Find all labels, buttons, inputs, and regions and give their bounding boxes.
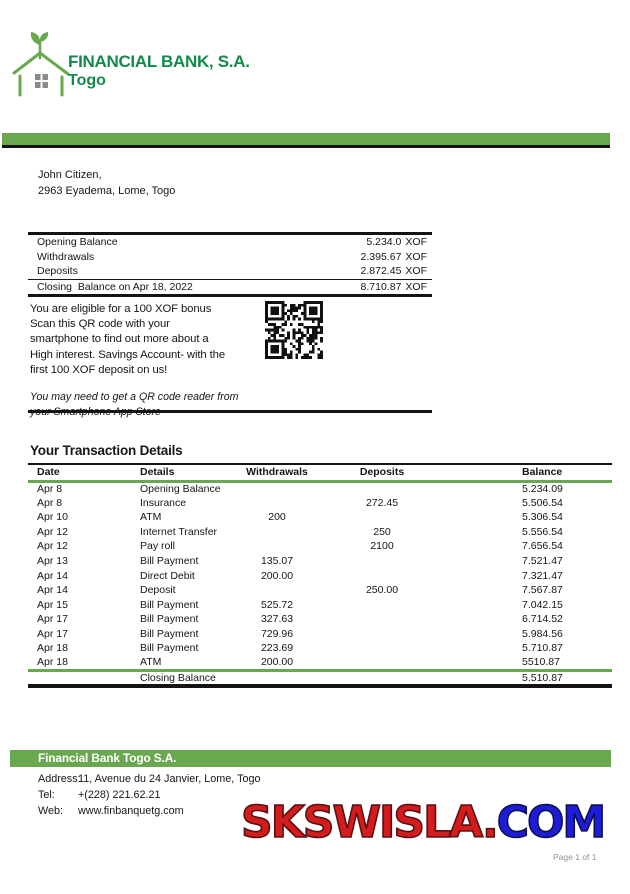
cell-withdrawal: 327.63 <box>260 613 294 626</box>
cell-date: Apr 10 <box>37 511 68 524</box>
footer-green-bar <box>10 750 611 767</box>
cell-date: Apr 14 <box>37 584 68 597</box>
qr-promo-block <box>28 299 432 418</box>
table-row <box>28 481 612 496</box>
cell-details: Bill Payment <box>140 642 199 655</box>
recipient-address-block <box>38 168 175 199</box>
footer-address-line <box>38 771 261 787</box>
summary-currency: XOF <box>405 236 427 249</box>
cell-date: Apr 14 <box>37 569 68 582</box>
cell-date: Apr 8 <box>37 496 63 509</box>
footer-web-line <box>38 803 261 819</box>
cell-deposit <box>332 626 432 641</box>
footer-bank-name: Financial Bank Togo S.A. <box>38 751 177 765</box>
cell-deposit <box>332 481 432 496</box>
cell-balance: 5.556.54 <box>522 525 563 538</box>
cell-date: Apr 12 <box>37 525 68 538</box>
summary-amount: 2.395.67 <box>360 250 402 263</box>
bank-name: FINANCIAL BANK, S.A. <box>68 52 250 71</box>
cell-details: Bill Payment <box>140 627 199 640</box>
cell-withdrawal <box>222 525 332 540</box>
cell-date: Apr 17 <box>37 627 68 640</box>
cell-withdrawal <box>222 539 332 554</box>
summary-row-withdrawals <box>28 250 432 265</box>
cell-withdrawal <box>222 583 332 598</box>
footer-tel-line <box>38 787 261 803</box>
table-header-row <box>28 464 612 481</box>
cell-details: Bill Payment <box>140 598 199 611</box>
closing-balance-value: 5.510.87 <box>432 670 612 686</box>
cell-deposit: 250.00 <box>365 584 399 597</box>
closing-balance-row <box>28 670 612 686</box>
promo-text <box>30 302 432 378</box>
summary-amount: 5.234.0 <box>366 236 402 249</box>
cell-balance: 7.656.54 <box>522 540 563 553</box>
table-row <box>28 539 612 554</box>
cell-balance: 7.567.87 <box>522 584 563 597</box>
cell-balance: 6.714.52 <box>522 613 563 626</box>
summary-row-closing <box>28 279 432 295</box>
cell-balance: 5.506.54 <box>522 496 563 509</box>
bank-region: Togo <box>68 71 106 89</box>
cell-date: Apr 13 <box>37 555 68 567</box>
cell-deposit <box>332 568 432 583</box>
summary-amount: 2.872.45 <box>360 265 402 278</box>
header-deposits: Deposits <box>332 464 432 481</box>
table-row <box>28 554 612 569</box>
summary-currency: XOF <box>405 281 427 294</box>
summary-label: Closing Balance on Apr 18, 2022 <box>37 281 193 294</box>
cell-deposit <box>332 641 432 656</box>
cell-deposit <box>332 597 432 612</box>
cell-date: Apr 15 <box>37 598 68 611</box>
summary-row-deposits <box>28 264 432 279</box>
cell-withdrawal: 200 <box>268 511 286 524</box>
table-row <box>28 656 612 671</box>
header-details: Details <box>112 464 222 481</box>
cell-details: Bill Payment <box>140 613 199 626</box>
summary-currency: XOF <box>405 265 427 278</box>
cell-deposit <box>332 612 432 627</box>
recipient-address: 2963 Eyadema, Lome, Togo <box>38 184 176 197</box>
cell-date: Apr 17 <box>37 613 68 626</box>
cell-balance: 5.710.87 <box>522 642 563 655</box>
recipient-name: John Citizen, <box>38 169 102 181</box>
table-row <box>28 641 612 656</box>
cell-details: Direct Debit <box>140 569 195 582</box>
cell-details: Deposit <box>140 584 176 597</box>
transactions-title: Your Transaction Details <box>30 443 183 458</box>
cell-balance: 5.234.09 <box>522 483 563 496</box>
promo-line: smartphone to find out more about a <box>30 333 209 346</box>
table-row <box>28 496 612 511</box>
cell-balance: 5.984.56 <box>522 627 563 640</box>
address-value: 11, Avenue du 24 Janvier, Lome, Togo <box>78 773 261 785</box>
cell-deposit: 250 <box>373 525 391 538</box>
table-row <box>28 568 612 583</box>
header-date: Date <box>28 464 112 481</box>
web-value: www.finbanquetg.com <box>78 805 184 818</box>
table-row <box>28 612 612 627</box>
address-label: Address: <box>38 773 81 785</box>
bank-house-logo-icon <box>10 28 72 98</box>
summary-label: Deposits <box>37 265 78 278</box>
cell-deposit <box>332 510 432 525</box>
summary-label: Opening Balance <box>37 236 118 249</box>
promo-note-line: your Smartphone App Store <box>30 405 161 418</box>
cell-details: Bill Payment <box>140 555 199 567</box>
promo-line: High interest. Savings Account- with the <box>30 348 226 361</box>
cell-withdrawal <box>222 496 332 511</box>
cell-balance: 7.042.15 <box>522 598 563 611</box>
cell-deposit: 272.45 <box>365 496 399 509</box>
summary-currency: XOF <box>405 250 427 263</box>
table-row <box>28 525 612 540</box>
site-watermark <box>241 797 604 848</box>
cell-details: Insurance <box>140 496 187 509</box>
brand-block <box>68 53 250 90</box>
cell-balance: 7.521.47 <box>522 555 563 567</box>
cell-date: Apr 18 <box>37 656 68 669</box>
header-green-bar <box>2 133 610 148</box>
cell-date: Apr 8 <box>37 483 63 496</box>
cell-withdrawal: 200.00 <box>260 569 294 582</box>
cell-date: Apr 18 <box>37 642 68 655</box>
header-balance: Balance <box>432 464 612 481</box>
balance-summary-table <box>28 232 432 297</box>
promo-line: Scan this QR code with your <box>30 318 170 331</box>
promo-line: You are eligible for a 100 XOF bonus <box>30 303 212 315</box>
cell-withdrawal: 200.00 <box>260 656 294 669</box>
table-row <box>28 626 612 641</box>
cell-details: ATM <box>140 656 162 669</box>
cell-details: Internet Transfer <box>140 525 218 538</box>
cell-details: Pay roll <box>140 540 176 553</box>
cell-withdrawal: 135.07 <box>260 555 294 567</box>
qr-code-icon <box>265 301 323 359</box>
cell-withdrawal: 729.96 <box>260 627 294 640</box>
cell-details: ATM <box>140 511 162 524</box>
cell-balance: 7.321.47 <box>522 569 563 582</box>
cell-withdrawal: 223.69 <box>260 642 294 655</box>
web-label: Web: <box>38 805 64 818</box>
watermark-blue-part: COM <box>496 797 605 848</box>
page-number: Page 1 of 1 <box>553 852 597 862</box>
promo-note-italic <box>30 390 432 419</box>
watermark-red-part: SKSWISLA. <box>241 797 497 848</box>
summary-label: Withdrawals <box>37 250 95 263</box>
cell-balance: 5.306.54 <box>522 511 563 524</box>
cell-details: Opening Balance <box>140 483 221 496</box>
cell-deposit: 2100 <box>370 540 394 553</box>
transactions-table <box>28 463 612 688</box>
cell-date: Apr 12 <box>37 540 68 553</box>
cell-balance: 5510.87 <box>522 656 560 669</box>
promo-note-line: You may need to get a QR code reader from <box>30 391 239 404</box>
table-row <box>28 510 612 525</box>
cell-deposit <box>332 554 432 569</box>
cell-withdrawal <box>222 481 332 496</box>
summary-row-opening <box>28 235 432 250</box>
tel-label: Tel: <box>38 789 55 802</box>
table-row <box>28 583 612 598</box>
footer-contact-block <box>38 771 261 820</box>
cell-withdrawal: 525.72 <box>260 598 294 611</box>
summary-amount: 8.710.87 <box>360 281 402 294</box>
tel-value: +(228) 221.62.21 <box>78 789 161 802</box>
cell-deposit <box>332 656 432 671</box>
header-withdrawals: Withdrawals <box>222 464 332 481</box>
closing-label: Closing Balance <box>112 670 222 686</box>
table-row <box>28 597 612 612</box>
promo-line: first 100 XOF deposit on us! <box>30 363 168 376</box>
